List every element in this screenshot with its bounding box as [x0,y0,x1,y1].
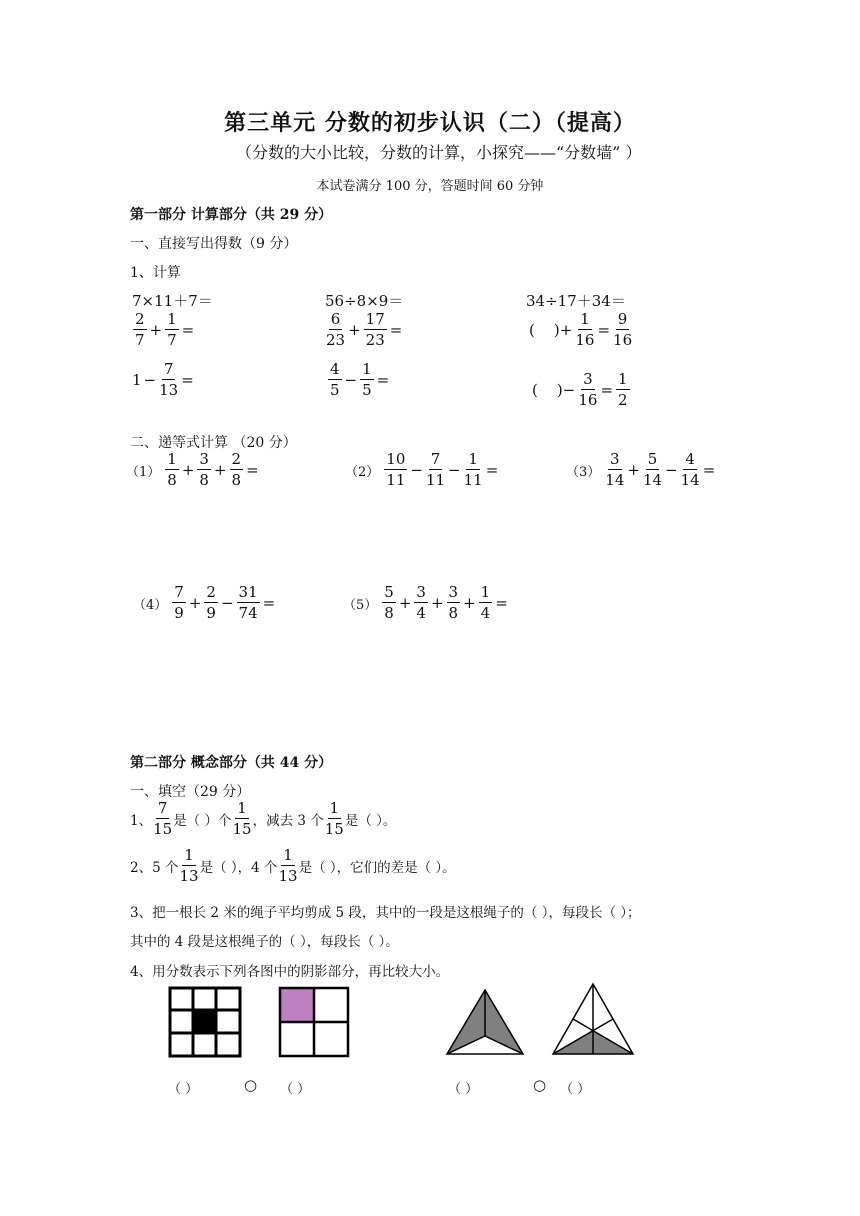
step-label: （3） [566,464,601,480]
page-title: 第三单元 分数的初步认识（二）（提高） [224,110,636,136]
page-subtitle: （分数的大小比较，分数的计算，小探究——“分数墙” ） [236,143,642,162]
fraction: $\frac{1}{13}$ [278,846,298,885]
fraction: $\frac{1}{15}$ [324,799,344,838]
fraction: $\frac{10}{11}$ [386,450,406,489]
part2-heading: 第二部分 概念部分（共 44 分） [130,755,333,771]
part2-section1: 一、填空（29 分） [130,784,251,800]
triangle-1-figure [444,986,526,1058]
step-calc-2: （2） $\frac{10}{11}$ − $\frac{7}{11}$ − $\frac{1}{11}$ = [345,450,499,489]
calc-3 [526,290,626,311]
q1-text-c: 是（ ）。 [344,813,397,829]
fraction: $\frac{31}{74}$ [238,583,258,622]
fill-q4: 4、用分数表示下列各图中的阴影部分，再比较大小。 [130,964,450,980]
q2-text-a: 是（ ），4 个 [199,860,278,876]
fraction: $\frac{5}{8}$ [384,583,394,622]
fraction: $\frac{5}{14}$ [642,450,663,489]
fraction: $\frac{3}{8}$ [199,450,209,489]
q1-text-a: 是（ ）个 [173,813,232,829]
calc-2 [325,290,403,311]
calc-3-text: 34÷17＋34＝ [526,292,626,310]
q1-num: 1、 [130,813,153,829]
q1-text-b: ，减去 3 个 [252,813,324,829]
compare-1-right: （ ） [280,1082,311,1097]
part1-heading: 第一部分 计算部分（共 29 分） [130,207,333,223]
fraction: $\frac{2}{9}$ [206,583,216,622]
fraction: $\frac{4}{14}$ [680,450,700,489]
step-calc-4: （4） $\frac{7}{9}$ + $\frac{2}{9}$ − $\frac{31}{74}$ = [133,583,276,622]
part1-sub1: 1、计算 [130,265,181,281]
fill-q3-line2: 其中的 4 段是这根绳子的（ ），每段长（ ）。 [130,934,399,950]
fraction: $\frac{2}{7}$ [135,310,145,349]
fill-q2 [130,848,456,884]
compare-1-circle: ○ [244,1076,258,1094]
step-label: （5） [343,597,378,613]
fraction: $\frac{17}{23}$ [365,310,385,349]
fraction: $\frac{3}{16}$ [578,370,598,409]
calc-8: $\frac{4}{5}$ − $\frac{1}{5}$ = [330,360,390,399]
fraction: $\frac{3}{4}$ [416,583,426,622]
calc-4: $\frac{2}{7}$ + $\frac{1}{7}$ = [135,310,195,349]
fraction: $\frac{4}{5}$ [330,360,340,399]
grid-3x3-figure [168,986,242,1058]
fraction: $\frac{7}{13}$ [159,360,179,399]
fraction: $\frac{3}{8}$ [448,583,459,622]
step-label: （2） [345,464,380,480]
compare-2-circle: ○ [533,1076,547,1094]
calc-7: 1 − $\frac{7}{13}$ = [132,360,194,399]
step-calc-5: （5） $\frac{5}{8}$ + $\frac{3}{4}$ + $\frac{3}{8}$ + $\frac{1}{4}$ = [343,583,508,622]
fraction: $\frac{1}{5}$ [362,360,372,399]
step-label: （4） [133,597,168,613]
calc-9: ( )− $\frac{3}{16}$ = $\frac{1}{2}$ [532,370,628,409]
calc-5: $\frac{6}{23}$ + $\frac{17}{23}$ = [326,310,403,349]
fraction: $\frac{7}{9}$ [174,583,184,622]
fraction: $\frac{1}{2}$ [618,370,628,409]
fill-q1 [130,801,396,837]
shaded-cell [193,1010,216,1033]
fraction: $\frac{1}{13}$ [179,846,199,885]
fraction: $\frac{1}{15}$ [232,799,252,838]
fraction: $\frac{9}{16}$ [613,310,633,349]
fill-q3-line1: 3、把一根长 2 米的绳子平均剪成 5 段，其中的一段是这根绳子的（ ），每段长（ ）； [130,905,641,921]
calc-6: ( )+ $\frac{1}{16}$ = $\frac{9}{16}$ [529,310,633,349]
shaded-cell [280,988,314,1022]
calc-1-text: 7×11＋7＝ [132,292,213,310]
fraction: $\frac{1}{7}$ [167,310,177,349]
step-calc-3: （3） $\frac{3}{14}$ + $\frac{5}{14}$ − $\frac{4}{14}$ = [566,450,716,489]
compare-1-left: （ ） [168,1082,199,1097]
fraction: $\frac{1}{8}$ [167,450,177,489]
grid-2x2-figure [278,986,350,1058]
q2-num: 2、5 个 [130,860,179,876]
step-calc-1: （1） $\frac{1}{8}$ + $\frac{3}{8}$ + $\frac{2}{8}$ = [126,450,259,489]
fraction: $\frac{6}{23}$ [326,310,346,349]
part1-section1: 一、直接写出得数（9 分） [130,236,298,252]
compare-2-left: （ ） [448,1082,479,1097]
compare-2-right: （ ） [560,1082,591,1097]
fraction: $\frac{3}{14}$ [605,450,625,489]
fraction: $\frac{2}{8}$ [231,450,242,489]
q2-text-b: 是（ ），它们的差是（ ）。 [298,860,456,876]
fraction: $\frac{1}{4}$ [480,583,491,622]
fraction: $\frac{1}{16}$ [575,310,595,349]
exam-note: 本试卷满分 100 分，答题时间 60 分钟 [316,179,544,194]
calc-1 [132,290,213,311]
step-label: （1） [126,464,161,480]
part1-section2: 二、递等式计算 （20 分） [130,435,297,451]
fraction: $\frac{7}{15}$ [153,799,173,838]
calc-2-text: 56÷8×9＝ [325,292,404,310]
fraction: $\frac{7}{11}$ [425,450,446,489]
fraction: $\frac{1}{11}$ [463,450,483,489]
triangle-2-figure [550,980,636,1058]
